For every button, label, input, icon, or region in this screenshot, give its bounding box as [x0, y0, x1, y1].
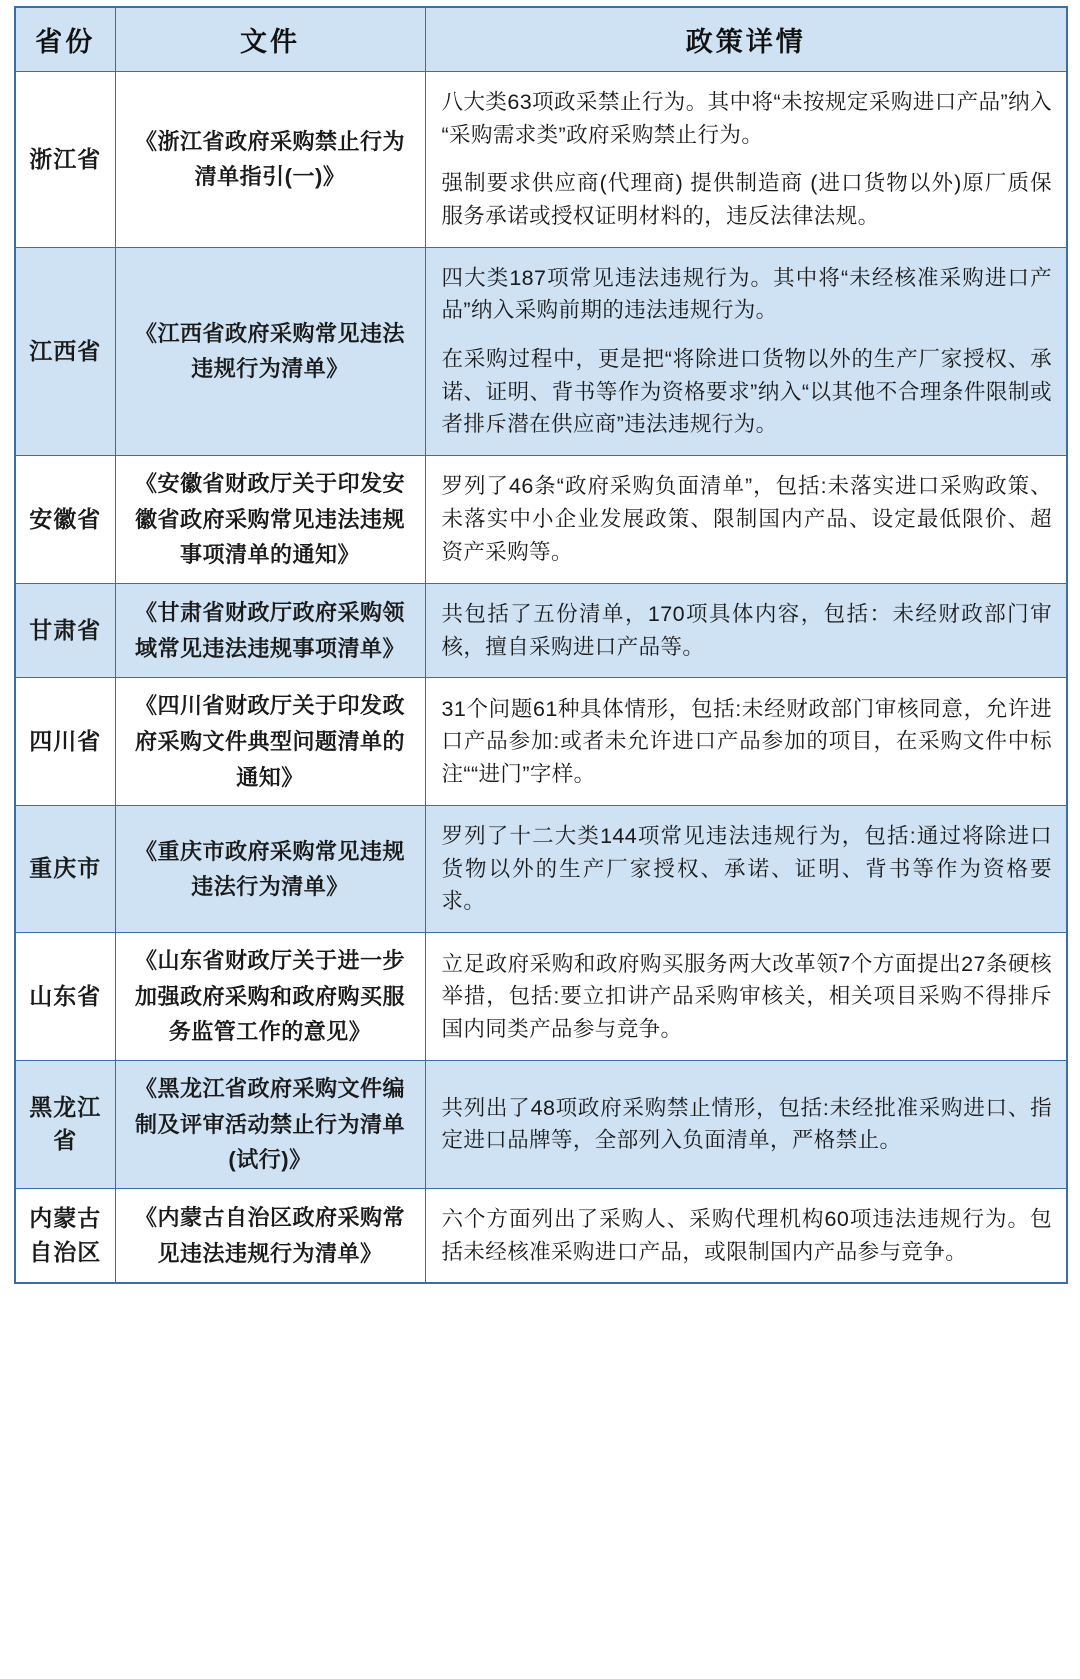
policy-table — [14, 6, 1068, 1284]
cell-details — [425, 1061, 1067, 1189]
table-row — [15, 72, 1067, 248]
detail-paragraph: 罗列了十二大类144项常见违法违规行为，包括:通过将除进口货物以外的生产厂家授权、承诺、证明、背书等作为资格要求。 — [441, 824, 1052, 914]
cell-document: 《浙江省政府采购禁止行为清单指引(一)》 — [115, 72, 425, 248]
cell-document: 《内蒙古自治区政府采购常见违法违规行为清单》 — [115, 1188, 425, 1283]
detail-paragraph: 在采购过程中，更是把“将除进口货物以外的生产厂家授权、承诺、证明、背书等作为资格要求”纳入“以其他不合理条件限制或者排斥潜在供应商”违法违规行为。 — [441, 347, 1052, 437]
cell-document: 《黑龙江省政府采购文件编制及评审活动禁止行为清单(试行)》 — [115, 1061, 425, 1189]
detail-paragraph: 强制要求供应商(代理商) 提供制造商 (进口货物以外)原厂质保服务承诺或授权证明材料的，违反法律法规。 — [441, 171, 1052, 229]
cell-details — [425, 247, 1067, 455]
cell-details — [425, 806, 1067, 933]
table-row — [15, 678, 1067, 806]
cell-document: 《四川省财政厅关于印发政府采购文件典型问题清单的通知》 — [115, 678, 425, 806]
cell-document: 《甘肃省财政厅政府采购领域常见违法违规事项清单》 — [115, 583, 425, 677]
cell-province: 甘肃省 — [15, 583, 115, 677]
detail-paragraph: 六个方面列出了采购人、采购代理机构60项违法违规行为。包括未经核准采购进口产品，或限制国内产品参与竞争。 — [441, 1206, 1052, 1264]
table-row — [15, 933, 1067, 1061]
cell-details — [425, 933, 1067, 1061]
detail-paragraph: 共包括了五份清单，170项具体内容，包括：未经财政部门审核，擅自采购进口产品等。 — [441, 601, 1052, 659]
cell-details — [425, 1188, 1067, 1283]
cell-document: 《重庆市政府采购常见违规违法行为清单》 — [115, 806, 425, 933]
detail-paragraph: 共列出了48项政府采购禁止情形，包括:未经批准采购进口、指定进口品牌等，全部列入负面清单，严格禁止。 — [441, 1095, 1052, 1153]
table-header — [15, 7, 1067, 72]
detail-paragraph: 四大类187项常见违法违规行为。其中将“未经核准采购进口产品”纳入采购前期的违法违规行为。 — [441, 265, 1052, 323]
table-row — [15, 1061, 1067, 1189]
table-row — [15, 583, 1067, 677]
cell-document: 《安徽省财政厅关于印发安徽省政府采购常见违法违规事项清单的通知》 — [115, 456, 425, 584]
table-row — [15, 806, 1067, 933]
column-header-province: 省份 — [15, 7, 115, 72]
cell-province: 内蒙古自治区 — [15, 1188, 115, 1283]
detail-paragraph: 31个问题61种具体情形，包括:未经财政部门审核同意，允许进口产品参加:或者未允许进口产品参加的项目，在采购文件中标注““进门”字样。 — [441, 696, 1052, 787]
cell-details — [425, 678, 1067, 806]
table-row — [15, 247, 1067, 455]
cell-province: 黑龙江省 — [15, 1061, 115, 1189]
cell-province: 重庆市 — [15, 806, 115, 933]
table-header-row — [15, 7, 1067, 72]
table-row — [15, 1188, 1067, 1283]
cell-province: 山东省 — [15, 933, 115, 1061]
cell-details — [425, 583, 1067, 677]
cell-details — [425, 456, 1067, 584]
detail-paragraph: 八大类63项政采禁止行为。其中将“未按规定采购进口产品”纳入“采购需求类”政府采购禁止行为。 — [441, 90, 1052, 147]
column-header-details: 政策详情 — [425, 7, 1067, 72]
cell-province: 四川省 — [15, 678, 115, 806]
detail-paragraph: 罗列了46条“政府采购负面清单”，包括:未落实进口采购政策、未落实中小企业发展政策、限制国内产品、设定最低限价、超资产采购等。 — [441, 474, 1052, 564]
cell-province: 浙江省 — [15, 72, 115, 248]
cell-province: 江西省 — [15, 247, 115, 455]
detail-paragraph: 立足政府采购和政府购买服务两大改革领7个方面提出27条硬核举措，包括:要立扣讲产品采购审核关，相关项目采购不得排斥国内同类产品参与竞争。 — [441, 951, 1052, 1041]
cell-province: 安徽省 — [15, 456, 115, 584]
cell-document: 《江西省政府采购常见违法违规行为清单》 — [115, 247, 425, 455]
table-row — [15, 456, 1067, 584]
cell-details — [425, 72, 1067, 248]
table-body — [15, 72, 1067, 1284]
column-header-document: 文件 — [115, 7, 425, 72]
cell-document: 《山东省财政厅关于进一步加强政府采购和政府购买服务监管工作的意见》 — [115, 933, 425, 1061]
